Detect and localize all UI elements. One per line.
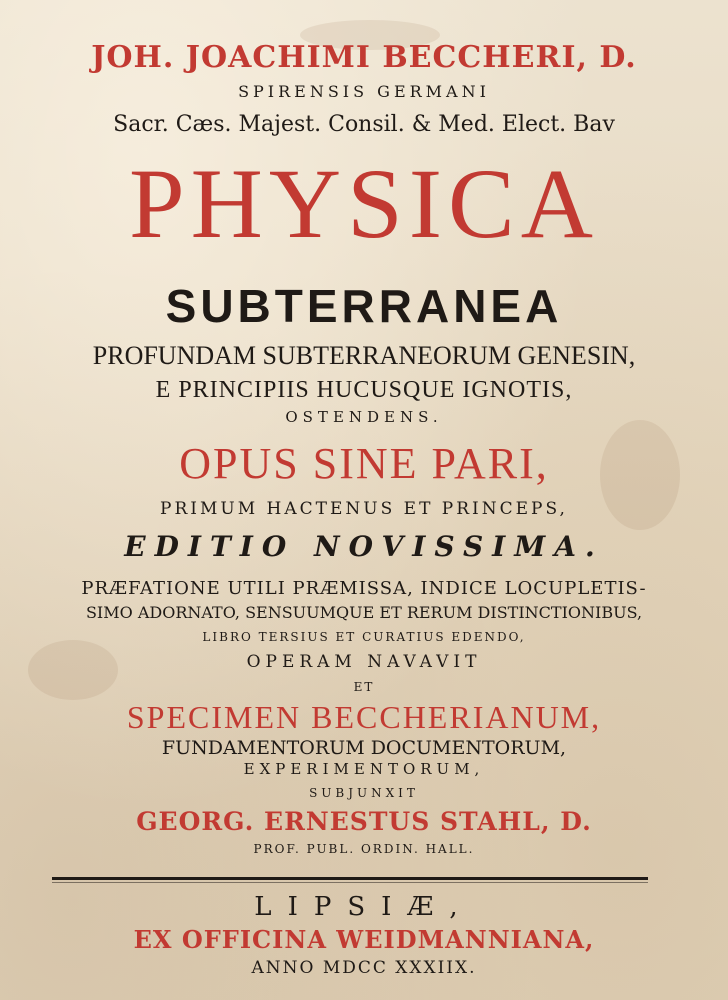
editor-name: GEORG. ERNESTUS STAHL, D. <box>136 807 592 836</box>
motto-subline: PRIMUM HACTENUS ET PRINCEPS, <box>160 499 568 519</box>
author-origin: SPIRENSIS GERMANI <box>238 82 490 101</box>
preface-line-3: LIBRO TERSIUS ET CURATIUS EDENDO, <box>202 630 526 644</box>
imprint-rule-thin <box>52 882 648 883</box>
description-line-2: E PRINCIPIIS HUCUSQUE IGNOTIS, <box>155 377 573 403</box>
author-name: JOH. JOACHIMI BECCHERI, D. <box>91 40 637 75</box>
specimen-description-1: FUNDAMENTORUM DOCUMENTORUM, <box>161 737 567 759</box>
motto: OPUS SINE PARI, <box>179 439 549 488</box>
editor-title: PROF. PUBL. ORDIN. HALL. <box>253 842 475 856</box>
imprint-year: ANNO MDCC XXXIIX. <box>251 958 477 978</box>
preface-line-4: OPERAM NAVAVIT <box>246 652 482 672</box>
imprint-rule <box>52 877 648 880</box>
conjunction: ET <box>353 680 375 694</box>
book-subtitle: SUBTERRANEA <box>165 280 563 332</box>
preface-line-1: PRÆFATIONE UTILI PRÆMISSA, INDICE LOCUPLETIS- <box>81 578 647 599</box>
preface-line-2: SIMO ADORNATO, SENSUUMQUE ET RERUM DISTINCTIONIBUS, <box>85 603 643 622</box>
imprint-publisher: EX OFFICINA WEIDMANNIANA, <box>133 925 595 954</box>
author-offices: Sacr. Cæs. Majest. Consil. & Med. Elect. Bav <box>113 112 615 137</box>
book-title: PHYSICA <box>129 148 599 259</box>
specimen-title: SPECIMEN BECCHERIANUM, <box>126 699 602 735</box>
description-line-1: PROFUNDAM SUBTERRANEORUM GENESIN, <box>92 341 636 370</box>
specimen-description-2: EXPERIMENTORUM, <box>243 760 485 778</box>
imprint-place: LIPSIÆ, <box>254 892 474 922</box>
edition-statement: EDITIO NOVISSIMA. <box>124 530 604 563</box>
subjunxit: SUBJUNXIT <box>309 786 419 800</box>
description-line-3: OSTENDENS. <box>285 408 443 426</box>
